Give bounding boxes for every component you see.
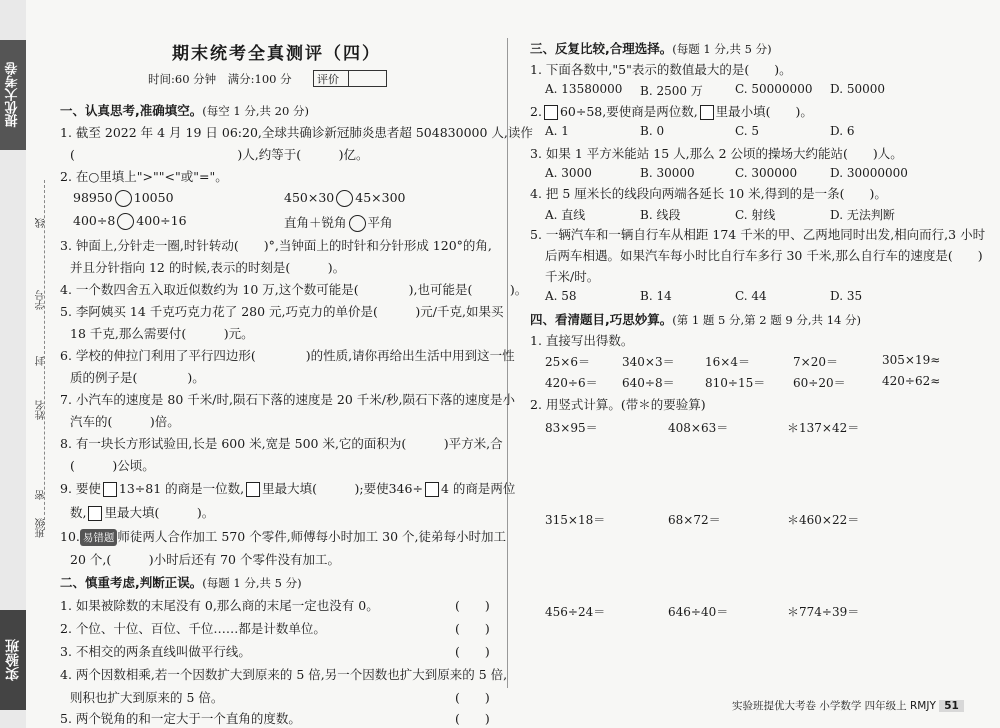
digit-box[interactable] — [425, 482, 439, 497]
seal-label-seal: 封 — [36, 356, 47, 366]
compare-circle[interactable] — [349, 215, 366, 232]
seal-label-line: 线 — [36, 218, 47, 228]
q1-8-line-a[interactable]: 8. 有一块长方形试验田,长是 600 米,宽是 500 米,它的面积为( )平方米,合 — [60, 436, 503, 451]
q1-4[interactable]: 4. 一个数四舍五入取近似数约为 10 万,这个数可能是( ),也可能是( )。 — [60, 282, 528, 297]
page-number: 51 — [939, 700, 964, 712]
compare-3[interactable]: 400÷8 400÷16 — [73, 213, 187, 228]
mc-5-option-c[interactable]: C. 44 — [735, 289, 767, 303]
judge-item-5: 5. 两个锐角的和一定大于一个直角的度数。 — [60, 711, 301, 726]
mc-3-option-b[interactable]: B. 30000 — [640, 166, 695, 180]
q1-7-line-b[interactable]: 汽车的( )倍。 — [70, 414, 180, 429]
vertical-calc-item[interactable]: 68×72＝ — [668, 513, 721, 527]
mc-5-line-b[interactable]: 后两车相遇。如果汽车每小时比自行车多行 30 千米,那么自行车的速度是( ) — [545, 248, 983, 263]
mc-3-option-a[interactable]: A. 3000 — [545, 166, 592, 180]
mc-5-line-a: 5. 一辆汽车和一辆自行车从相距 174 千米的甲、乙两地同时出发,相向而行,3 小时 — [530, 227, 986, 242]
mc-5-line-c: 千米/时。 — [545, 269, 600, 284]
q1-8-line-b[interactable]: ( )公顷。 — [70, 458, 155, 473]
section-2-heading: 二、慎重考虑,判断正误。(每题 1 分,共 5 分) — [60, 575, 302, 590]
vertical-calc-item[interactable]: 408×63＝ — [668, 421, 729, 435]
q1-6-line-a[interactable]: 6. 学校的伸拉门利用了平行四边形( )的性质,请你再给出生活中用到这一性 — [60, 348, 515, 363]
judge-answer-3[interactable]: ( ) — [455, 644, 490, 659]
compare-circle[interactable] — [115, 190, 132, 207]
time-score: 时间:60 分钟 满分:100 分 — [148, 72, 292, 86]
judge-answer-1[interactable]: ( ) — [455, 598, 490, 613]
digit-box[interactable] — [700, 105, 714, 120]
footer-text: 实验班提优大考卷 小学数学 四年级上 RMJY — [732, 700, 936, 712]
oral-calc-item[interactable]: 420÷62≈ — [882, 374, 941, 388]
q1-9-line-a[interactable]: 9. 要使 13÷81 的商是一位数, 里最大填( );要使346÷ 4 的商是两位 — [60, 481, 516, 496]
digit-box[interactable] — [88, 506, 102, 521]
evaluation-box[interactable] — [313, 70, 387, 87]
vertical-calc-item[interactable]: 456÷24＝ — [545, 605, 606, 619]
mc-1-option-a[interactable]: A. 13580000 — [545, 82, 623, 96]
brand-badge: 实验班 — [0, 610, 26, 710]
mc-2-option-b[interactable]: B. 0 — [640, 124, 665, 138]
exam-title: 期末统考全真测评（四） — [172, 44, 381, 64]
mc-1[interactable]: 1. 下面各数中,"5"表示的数值最大的是( )。 — [530, 62, 792, 77]
digit-box[interactable] — [246, 482, 260, 497]
mc-4-option-b[interactable]: B. 线段 — [640, 208, 681, 222]
evaluation-label: 评价 — [317, 73, 339, 86]
oral-calc-item[interactable]: 420÷6＝ — [545, 376, 598, 390]
mc-3-option-c[interactable]: C. 300000 — [735, 166, 798, 180]
judge-item-4-b: 则积也扩大到原来的 5 倍。 — [70, 690, 224, 705]
q1-5-line-b[interactable]: 18 千克,那么需要付( )元。 — [70, 326, 254, 341]
mc-5-option-d[interactable]: D. 35 — [830, 289, 863, 303]
compare-2[interactable]: 450×30 45×300 — [284, 190, 406, 205]
oral-calc-item[interactable]: 16×4＝ — [705, 355, 750, 369]
vertical-calc-item[interactable]: 315×18＝ — [545, 513, 606, 527]
q1-10-line-a: 10. 易错题 师徒两人合作加工 570 个零件,师傅每小时加工 30 个,徒弟每小时加工 — [60, 529, 506, 544]
q1-1-line-a: 1. 截至 2022 年 4 月 19 日 06:20,全球共确诊新冠肺炎患者超 504830000 人,读作 — [60, 125, 533, 140]
class-label: 班级 — [36, 518, 47, 538]
mc-2-option-c[interactable]: C. 5 — [735, 124, 760, 138]
judge-item-4: 4. 两个因数相乘,若一个因数扩大到原来的 5 倍,另一个因数也扩大到原来的 5 倍, — [60, 667, 508, 682]
oral-calc-title: 1. 直接写出得数。 — [530, 333, 634, 348]
section-3-heading: 三、反复比较,合理选择。(每题 1 分,共 5 分) — [530, 41, 772, 56]
cut-line — [44, 180, 45, 530]
oral-calc-item[interactable]: 810÷15＝ — [705, 376, 766, 390]
q1-3-line-b[interactable]: 并且分针指向 12 的时候,表示的时刻是( )。 — [70, 260, 346, 275]
q1-10-line-b[interactable]: 20 个,( )小时后还有 70 个零件没有加工。 — [70, 552, 340, 567]
q1-7-line-a: 7. 小汽车的速度是 80 千米/时,陨石下落的速度是 20 千米/秒,陨石下落的速度是小 — [60, 392, 515, 407]
series-badge: 提优大考卷 — [0, 40, 26, 150]
oral-calc-item[interactable]: 305×19≈ — [882, 353, 941, 367]
q1-2: 2. 在○里填上">""<"或"="。 — [60, 169, 228, 184]
mc-5-option-a[interactable]: A. 58 — [545, 289, 577, 303]
student-name-label: 姓名 — [36, 400, 47, 420]
oral-calc-item[interactable]: 7×20＝ — [793, 355, 838, 369]
mc-1-option-d[interactable]: D. 50000 — [830, 82, 885, 96]
mc-4-option-a[interactable]: A. 直线 — [545, 208, 586, 222]
oral-calc-item[interactable]: 60÷20＝ — [793, 376, 846, 390]
judge-answer-4[interactable]: ( ) — [455, 690, 490, 705]
compare-1[interactable]: 98950 10050 — [73, 190, 174, 205]
mc-3-option-d[interactable]: D. 30000000 — [830, 166, 908, 180]
mc-1-option-b[interactable]: B. 2500 万 — [640, 84, 703, 98]
compare-4[interactable]: 直角＋锐角 平角 — [284, 215, 393, 230]
vertical-calc-item[interactable]: 646÷40＝ — [668, 605, 729, 619]
digit-box[interactable] — [544, 105, 558, 120]
q1-6-line-b[interactable]: 质的例子是( )。 — [70, 370, 205, 385]
seal-label-secret: 密 — [36, 490, 47, 500]
error-prone-tag: 易错题 — [80, 529, 118, 546]
compare-circle[interactable] — [117, 213, 134, 230]
mc-4-option-c[interactable]: C. 射线 — [735, 208, 776, 222]
oral-calc-item[interactable]: 340×3＝ — [622, 355, 675, 369]
mc-4[interactable]: 4. 把 5 厘米长的线段向两端各延长 10 米,得到的是一条( )。 — [530, 186, 887, 201]
q1-9-line-b[interactable]: 数, 里最大填( )。 — [70, 505, 215, 520]
mc-2-option-a[interactable]: A. 1 — [545, 124, 569, 138]
q1-5-line-a[interactable]: 5. 李阿姨买 14 千克巧克力花了 280 元,巧克力的单价是( )元/千克,如果买 — [60, 304, 504, 319]
page-footer — [732, 698, 964, 713]
judge-answer-2[interactable]: ( ) — [455, 621, 490, 636]
vertical-calc-item[interactable]: ＊137×42＝ — [787, 421, 860, 435]
vertical-calc-item[interactable]: ＊460×22＝ — [787, 513, 860, 527]
compare-circle[interactable] — [336, 190, 353, 207]
judge-item-2: 2. 个位、十位、百位、千位……都是计数单位。 — [60, 621, 326, 636]
mc-2[interactable]: 2. 60÷58,要使商是两位数, 里最小填( )。 — [530, 104, 813, 119]
section-4-heading: 四、看清题目,巧思妙算。(第 1 题 5 分,第 2 题 9 分,共 14 分) — [530, 312, 861, 327]
digit-box[interactable] — [103, 482, 117, 497]
student-number-label: 学号 — [36, 290, 47, 310]
judge-item-3: 3. 不相交的两条直线叫做平行线。 — [60, 644, 251, 659]
mc-5-option-b[interactable]: B. 14 — [640, 289, 672, 303]
mc-2-option-d[interactable]: D. 6 — [830, 124, 855, 138]
vertical-calc-item[interactable]: 83×95＝ — [545, 421, 598, 435]
q1-3-line-a[interactable]: 3. 钟面上,分针走一圈,时针转动( )°,当钟面上的时针和分针形成 120°的角, — [60, 238, 492, 253]
vertical-calc-item[interactable]: ＊774÷39＝ — [787, 605, 860, 619]
oral-calc-item[interactable]: 640÷8＝ — [622, 376, 675, 390]
oral-calc-item[interactable]: 25×6＝ — [545, 355, 590, 369]
judge-item-1: 1. 如果被除数的末尾没有 0,那么商的末尾一定也没有 0。 — [60, 598, 379, 613]
section-1-heading: 一、认真思考,准确填空。(每空 1 分,共 20 分) — [60, 103, 309, 118]
mc-1-option-c[interactable]: C. 50000000 — [735, 82, 813, 96]
mc-4-option-d[interactable]: D. 无法判断 — [830, 208, 895, 222]
q1-1-line-b[interactable]: ( )人,约等于( )亿。 — [70, 147, 369, 162]
mc-3[interactable]: 3. 如果 1 平方米能站 15 人,那么 2 公顷的操场大约能站( )人。 — [530, 146, 903, 161]
vertical-calc-title: 2. 用竖式计算。(带＊的要验算) — [530, 397, 706, 412]
judge-answer-5[interactable]: ( ) — [455, 711, 490, 726]
